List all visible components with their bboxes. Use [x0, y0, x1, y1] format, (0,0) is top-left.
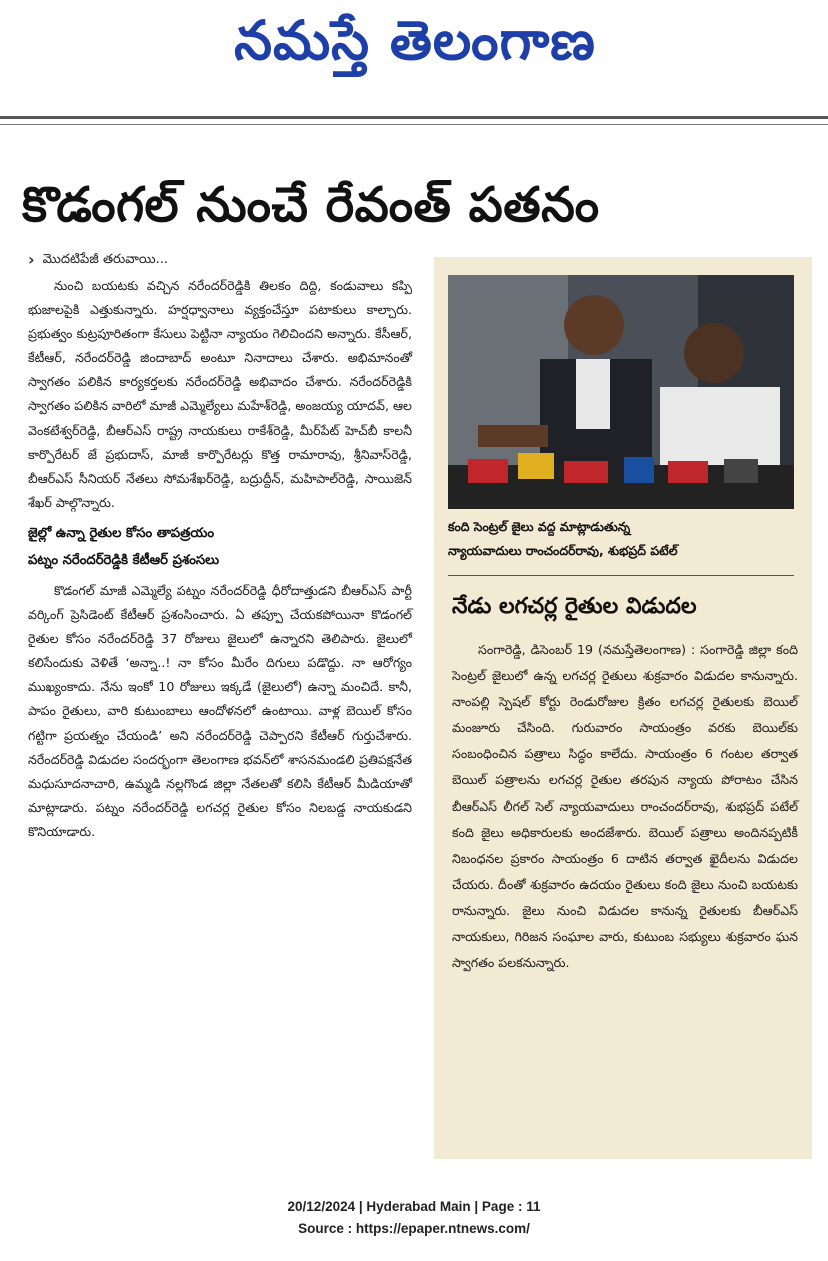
photo-caption	[448, 515, 794, 563]
sidebar-headline: నేడు లగచర్ల రైతుల విడుదల	[452, 594, 697, 619]
sidebar-paragraph: సంగారెడ్డి, డిసెంబర్ 19 (నమస్తేతెలంగాణ) : సంగారెడ్డి జిల్లా కంది సెంట్రల్ జైలులో ఉన్న లగచర్ల రైతులు శుక్రవారం విడుదల కానున్నారు. నాంపల్లి స్పెషల్ కోర్టు రెండురోజుల క్రితం లగచర్ల రైతులకు బెయిల్ మంజూరు చేసింది. గురువారం సాయంత్రం వరకు బెయిల్‌కు సంబంధించిన పత్రాలు సిద్ధం కాలేదు. సాయంత్రం 6 గంటల తర్వాత బెయిల్ పత్రాలను లగచర్ల రైతుల తరపున న్యాయ పోరాటం చేసిన బీఆర్‌ఎస్ లీగల్ సెల్ న్యాయవాదులు రాంచందర్‌రావు, శుభప్రద్ పటేల్ కంది జైలు అధికారులకు అందజేశారు. బెయిల్ పత్రాలు అందినప్పటికీ నిబంధనల ప్రకారం సాయంత్రం 6 దాటిన తర్వాత ఖైదీలను విడుదల చేయరు. దీంతో శుక్రవారం ఉదయం రైతులు కంది జైలు నుంచి బయటకు రానున్నారు. జైలు నుంచి విడుదల కానున్న రైతులకు బీఆర్‌ఎస్ నాయకులు, గిరిజన సంఘాల వారు, కుటుంబ సభ్యులు శుక్రవారం ఘన స్వాగతం పలకనున్నారు.	[452, 642, 798, 971]
masthead-rule	[0, 116, 828, 119]
continued-from-label	[28, 250, 412, 270]
article-subhead: జైల్లో ఉన్నా రైతుల కోసం తాపత్రయం	[28, 525, 215, 541]
photo-caption-line: న్యాయవాదులు రాంచందర్‌రావు, శుభప్రద్ పటేల్	[448, 543, 678, 558]
sidebar-story-box	[434, 257, 812, 1159]
article-paragraph: కొడంగల్ మాజీ ఎమ్మెల్యే పట్నం నరేందర్‌రెడ్డి ధీరోదాత్తుడని బీఆర్‌ఎస్ పార్టీ వర్కింగ్ ప్రెసిడెంట్ కేటీఆర్ ప్రశంసించారు. ఏ తప్పూ చేయకపోయినా కొడంగల్ రైతుల కోసం నరేందర్‌రెడ్డి 37 రోజులు జైలులో ఉన్నారని తెలిపారు. జైలులో కలిసేందుకు వెళితే ‘అన్నా..! నా కోసం మీరేం దిగులు పడొద్దు. నా ఆరోగ్యం ముఖ్యంకాదు. నేను ఇంకో 10 రోజులు ఇక్కడే (జైలులో) ఉన్నా మంచిదే. కానీ, పాపం రైతులు, వారి కుటుంబాలు ఆందోళనలో ఉంటాయి. వాళ్ల బెయిల్ కోసం గట్టిగా ప్రయత్నం చేయండి’ అని నరేందర్‌రెడ్డి చెప్పారని కేటీఆర్ గుర్తుచేశారు. నరేందర్‌రెడ్డి విడుదల సందర్భంగా తెలంగాణ భవన్‌లో శాసనమండలి ప్రతిపక్షనేత మధుసూదనాచారి, ఉమ్మడి నల్లగొండ జిల్లా నేతలతో కలిసి కేటీఆర్ మీడియాతో మాట్లాడారు. పట్నం నరేందర్‌రెడ్డి లగచర్ల రైతుల కోసం నిలబడ్డ నాయకుడని కొనియాడారు.	[28, 582, 412, 839]
newspaper-logo: నమస్తే తెలంగాణ	[234, 9, 596, 72]
caption-divider	[448, 575, 794, 576]
article-subhead: పట్నం నరేందర్‌రెడ్డికి కేటీఆర్ ప్రశంసలు	[28, 552, 220, 568]
photo-caption-line: కంది సెంట్రల్ జైలు వద్ద మాట్లాడుతున్న	[448, 519, 631, 534]
news-photo	[448, 275, 794, 509]
sidebar-body	[452, 637, 798, 976]
article-body-column	[28, 250, 412, 844]
photo-illustration	[448, 275, 794, 509]
masthead-rule-secondary	[0, 124, 828, 125]
article-headline: కొడంగల్ నుంచే రేవంత్ పతనం	[22, 177, 600, 233]
source-link[interactable]: Source : https://epaper.ntnews.com/	[298, 1221, 530, 1236]
chevron-right-icon: ›	[28, 250, 35, 269]
edition-info: 20/12/2024 | Hyderabad Main | Page : 11	[287, 1199, 541, 1214]
masthead	[0, 0, 828, 124]
article-paragraph: నుంచి బయటకు వచ్చిన నరేందర్‌రెడ్డికి తిలకం దిద్ది, కండువాలు కప్పి భుజాలపైకి ఎత్తుకున్నారు. హర్షధ్వానాలు వ్యక్తంచేస్తూ పటాకులు కాల్చారు. ప్రభుత్వం కుట్రపూరితంగా కేసులు పెట్టినా న్యాయం గెలిచిందని అన్నారు. కేసీఆర్, కేటీఆర్, నరేందర్‌రెడ్డి జిందాబాద్ అంటూ నినాదాలు చేశారు. అభిమానంతో స్వాగతం పలికిన కార్యకర్తలకు నరేందర్‌రెడ్డి అభివాదం చేశారు. నరేందర్‌రెడ్డికి స్వాగతం పలికిన వారిలో మాజీ ఎమ్మెల్యేలు మహేశ్‌రెడ్డి, అంజయ్య యాదవ్, ఆల వెంకటేశ్వర్‌రెడ్డి, బీఆర్‌ఎస్ రాష్ట్ర నాయకులు రాకేశ్‌రెడ్డి, మీర్‌పేట్ హెచ్‌బీ కాలనీ కార్పొరేటర్ జే ప్రభుదాస్, మాజీ కార్పొరేటర్లు కొత్త రామారావు, శ్రీనివాస్‌రెడ్డి, బీఆర్‌ఎస్ సీనియర్ నేతలు సోమశేఖర్‌రెడ్డి, బద్రుద్దీన్, మహిపాల్‌రెడ్డి, సాయిజెన్ శేఖర్ పాల్గొన్నారు.	[28, 278, 412, 510]
page-footer	[0, 1196, 828, 1240]
continued-text: మొదటిపేజీ తరువాయి...	[42, 252, 168, 267]
